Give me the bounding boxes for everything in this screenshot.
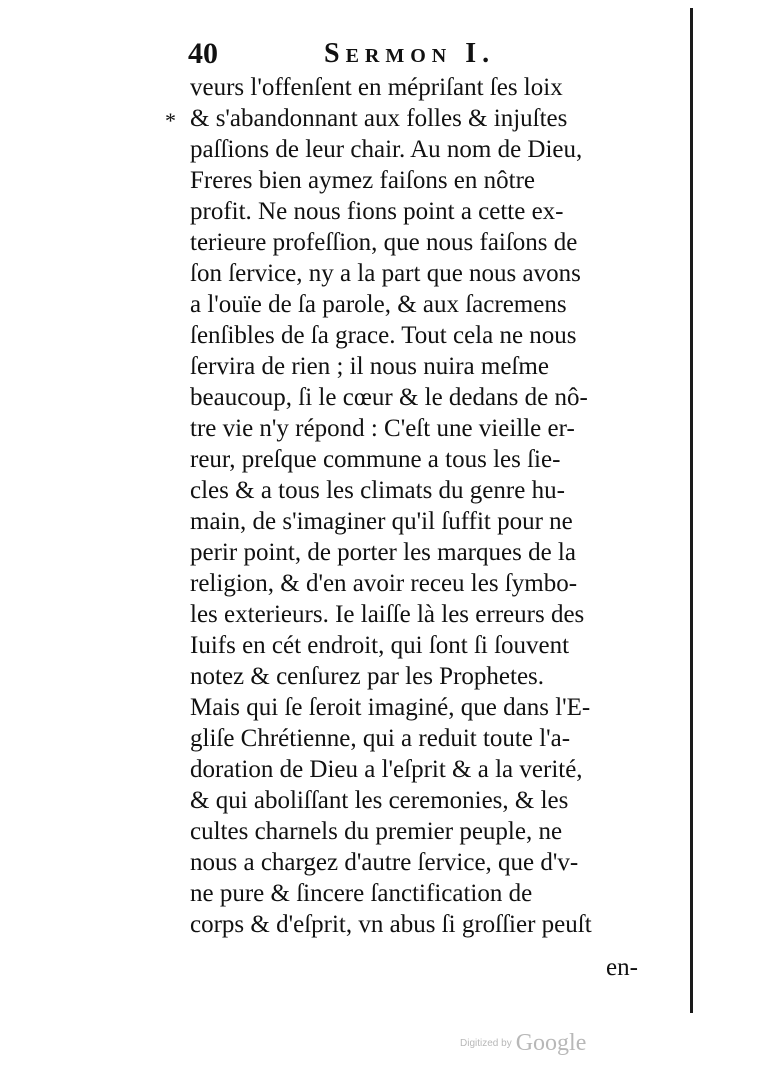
text-line: notez & cenſurez par les Prophetes. [190,663,545,690]
text-line: ne pure & ſincere ſanctification de [190,880,533,907]
text-line: cles & a tous les climats du genre hu- [190,477,565,504]
text-line: Iuifs en cét endroit, qui ſont ſi ſouvent [190,632,570,659]
catchword: en- [606,954,638,981]
text-line: & qui aboliſſant les ceremonies, & les [190,787,569,814]
running-title: Sermon I. [324,38,496,69]
text-line: Freres bien aymez faiſons en nôtre [190,167,536,194]
text-line: main, de s'imaginer qu'il ſuffit pour ne [190,508,573,535]
watermark-prefix: Digitized by [460,1038,512,1049]
text-line: corps & d'eſprit, vn abus ſi groſſier peuſt [190,911,592,938]
text-line: perir point, de porter les marques de la [190,539,576,566]
marginal-mark: * [165,108,176,133]
text-line: ſon ſervice, ny a la part que nous avons [190,260,581,287]
watermark-brand: Google [515,1030,587,1056]
text-line: paſſions de leur chair. Au nom de Dieu, [190,136,583,163]
digitization-watermark [460,1030,586,1057]
page-edge-line [690,8,693,1013]
text-line: terieure profeſſion, que nous faiſons de [190,229,578,256]
text-line: nous a chargez d'autre ſervice, que d'v- [190,849,579,876]
text-line: beaucoup, ſi le cœur & le dedans de nô- [190,384,588,411]
text-line: ſenſibles de ſa grace. Tout cela ne nous [190,322,577,349]
text-line: religion, & d'en avoir receu les ſymbo- [190,570,578,597]
text-line: tre vie n'y répond : C'eſt une vieille er- [190,415,575,442]
page-header [188,34,658,74]
text-line: gliſe Chrétienne, qui a reduit toute l'a- [190,725,571,752]
body-text [190,72,652,940]
text-line: doration de Dieu a l'eſprit & a la verité, [190,756,583,783]
page-number: 40 [188,37,218,70]
text-line: veurs l'offenſent en mépriſant ſes loix [190,74,563,101]
text-line: a l'ouïe de ſa parole, & aux ſacremens [190,291,567,318]
text-line: Mais qui ſe ſeroit imaginé, que dans l'E- [190,694,591,721]
text-line: cultes charnels du premier peuple, ne [190,818,563,845]
text-line: & s'abandonnant aux folles & injuſtes [190,105,568,132]
text-line: ſervira de rien ; il nous nuira meſme [190,353,549,380]
text-line: reur, preſque commune a tous les ſie- [190,446,561,473]
text-line: les exterieurs. Ie laiſſe là les erreurs des [190,601,585,628]
text-line: profit. Ne nous fions point a cette ex- [190,198,564,225]
